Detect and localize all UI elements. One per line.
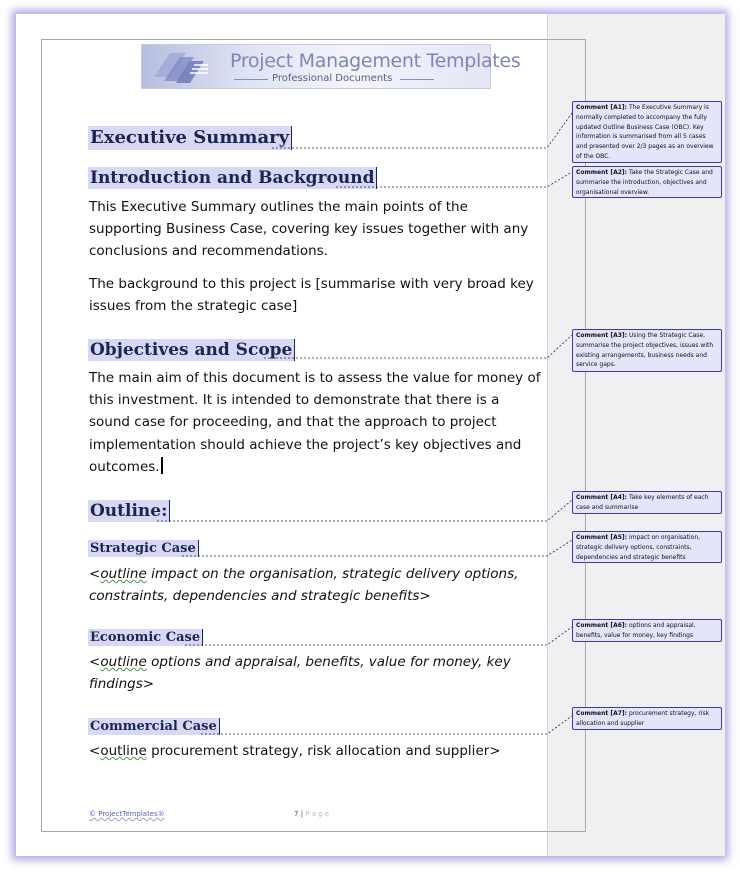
comment-link-a2 [336,172,572,187]
comment-a4[interactable] [572,491,722,514]
comment-a1-label: Comment [A1]: [576,104,628,111]
comment-a3-label: Comment [A3]: [576,332,628,339]
commercial-open-bracket: < [89,743,101,759]
comment-a3[interactable] [572,329,722,372]
comment-a1[interactable] [572,101,722,163]
comment-a5[interactable] [572,531,722,563]
comment-a5-label: Comment [A5]: [576,534,628,541]
commercial-text: procurement strategy, risk allocation and supplier> [146,743,501,759]
comment-link-a5 [182,540,572,556]
heading-objectives[interactable]: Objectives and Scope [88,339,295,361]
comment-a6-label: Comment [A6]: [576,622,628,629]
commercial-outline-word: outline [100,743,147,759]
comment-link-a6 [185,627,572,645]
comment-a6[interactable] [572,619,722,642]
page-separator: | [298,810,306,818]
comment-link-a3 [264,335,572,358]
page-label: P a g e [305,810,330,818]
heading-strategic-case[interactable]: Strategic Case [88,540,199,557]
comment-link-a4 [157,500,572,521]
strategic-open-bracket: < [89,566,101,582]
comment-a4-label: Comment [A4]: [576,494,628,501]
strategic-outline-word: outline [100,566,147,582]
economic-open-bracket: < [89,654,101,670]
logo-title: Project Management Templates [230,50,521,72]
heading-outline[interactable]: Outline: [88,500,170,522]
comment-a1-text: The Executive Summary is normally completed to accompany the fully updated Outline Business Case (OBC). Key information is summarised from all 5 cases and presented over 2/3 pages as an overview of the OBC. [576,104,714,160]
paragraph-intro-1[interactable]: This Executive Summary outlines the main points of the supporting Business Case, covering key issues together with any conclusions and recommendations. [89,199,529,260]
comment-a2-label: Comment [A2]: [576,169,628,176]
logo-subtitle: Professional Documents [272,73,393,84]
page-number: 7 [294,810,299,818]
paragraph-objectives-text: The main aim of this document is to assess the value for money of this investment. It is intended to demonstrate that there is a sound case for proceeding, and that the approach to project implementation should achieve the project’s key objectives and outcomes. [89,370,541,475]
economic-text: options and appraisal, benefits, value for money, key findings> [89,654,511,693]
heading-economic-case[interactable]: Economic Case [88,629,203,646]
comment-a7[interactable] [572,707,722,730]
comment-a2-text: Take the Strategic Case and summarise the introduction, objectives and organisational overview. [576,169,713,196]
paragraph-intro-2[interactable]: The background to this project is [summarise with very broad key issues from the strategic case] [89,276,534,315]
economic-outline-word: outline [100,654,147,670]
heading-introduction[interactable]: Introduction and Background [88,167,377,189]
comment-link-a7 [201,716,572,734]
comment-a2[interactable] [572,166,722,198]
comment-link-a1 [272,113,572,148]
comment-a6-text: options and appraisal, benefits, value for money, key findings [576,622,696,639]
comment-a4-text: Take key elements of each case and summarise [576,494,709,511]
footer-copyright: © ProjectTemplates® [89,810,165,818]
comment-a3-text: Using the Strategic Case, summarise the project objectives, issues with existing arrangements, business needs and service gaps. [576,332,714,369]
heading-executive-summary[interactable]: Executive Summary [88,126,292,150]
heading-commercial-case[interactable]: Commercial Case [88,718,220,735]
comment-a7-label: Comment [A7]: [576,710,628,717]
comment-a5-text: impact on organisation, strategic delivery options, constraints, dependencies and strategic benefits [576,534,701,561]
comment-a7-text: procurement strategy, risk allocation and supplier [576,710,710,727]
strategic-text: impact on the organisation, strategic delivery options, constraints, dependencies and strategic benefits> [89,566,519,605]
